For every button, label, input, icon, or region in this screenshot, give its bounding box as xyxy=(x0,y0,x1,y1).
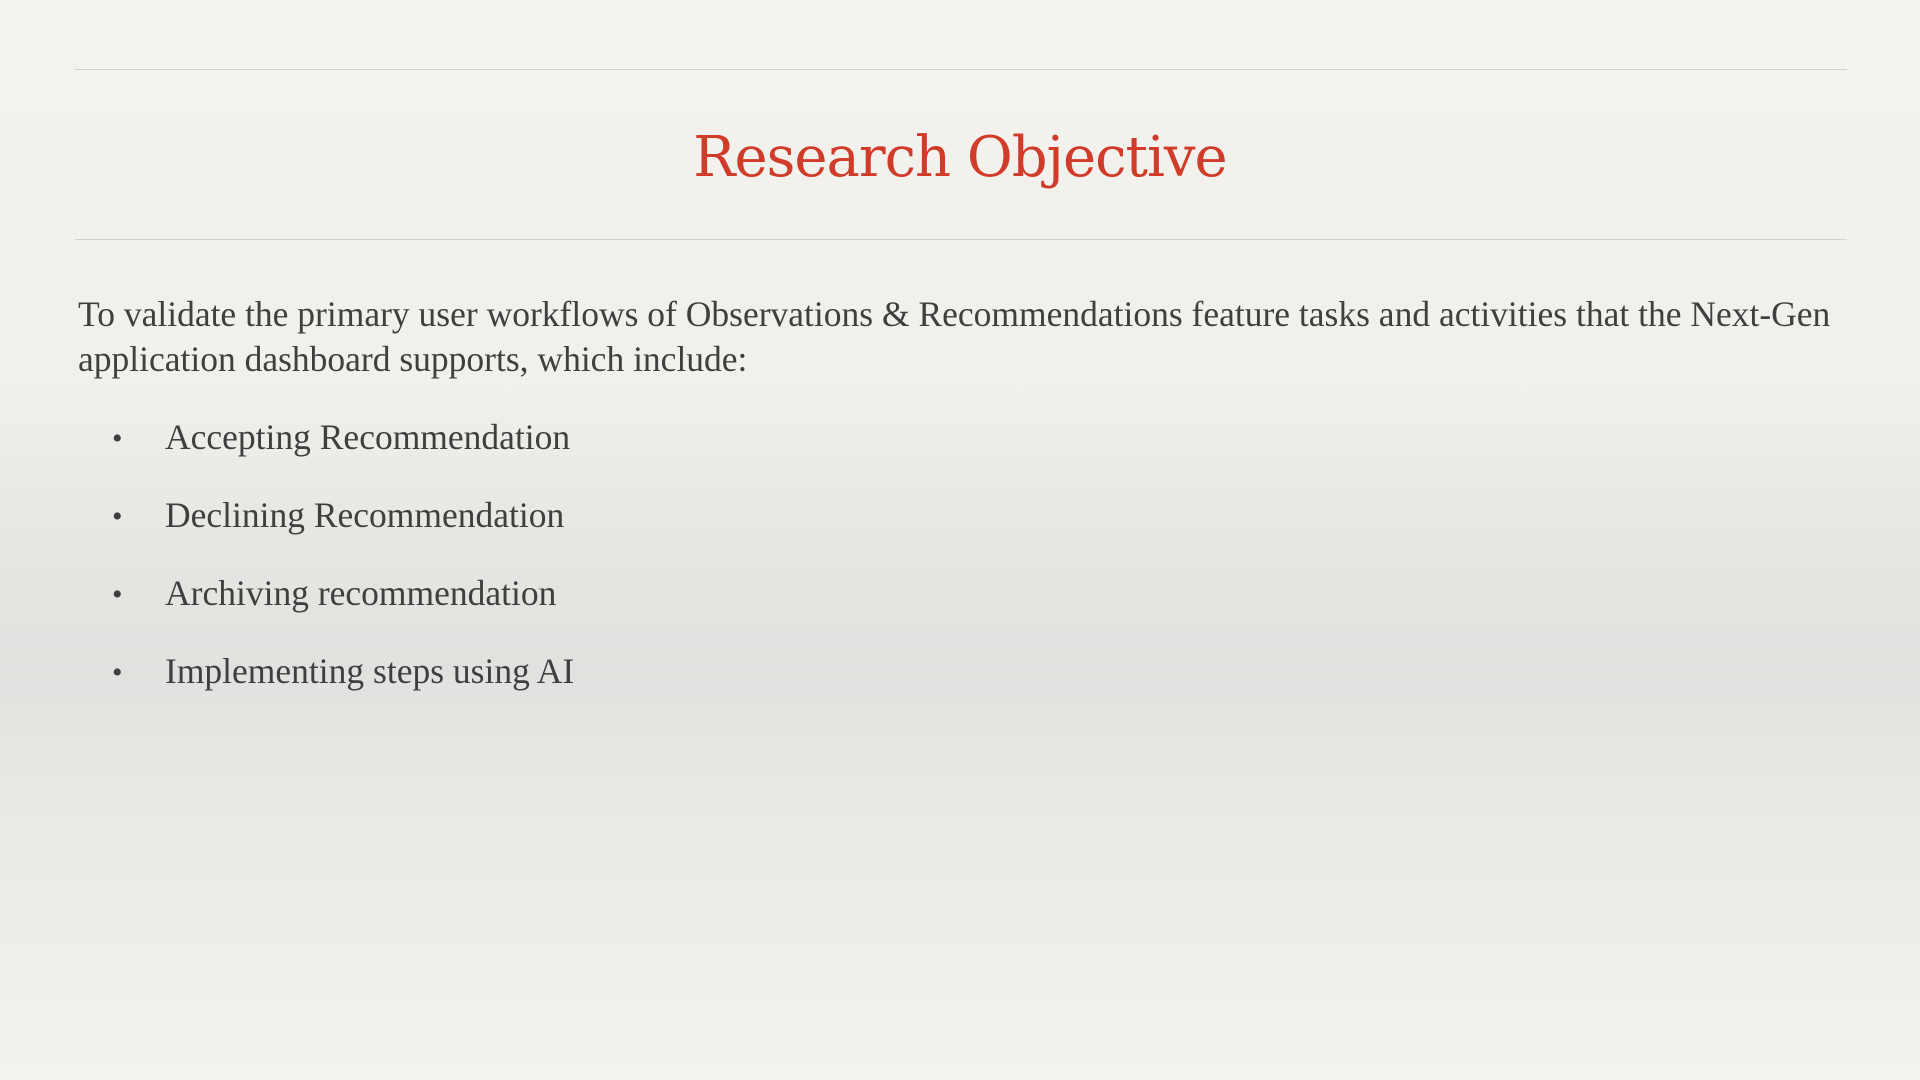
bullet-icon: • xyxy=(112,500,123,533)
intro-paragraph: To validate the primary user workflows of Observations & Recommendations feature tasks and activities that the Next-Gen application dashboard supports, which include: xyxy=(78,294,1831,379)
title-divider xyxy=(75,239,1847,240)
bullet-icon: • xyxy=(112,422,123,455)
bullet-text: Archiving recommendation xyxy=(165,573,557,613)
top-divider xyxy=(75,69,1847,70)
bullet-text: Declining Recommendation xyxy=(165,495,565,535)
bullet-text: Accepting Recommendation xyxy=(165,417,571,457)
bullet-icon: • xyxy=(112,578,123,611)
slide-title: Research Objective xyxy=(693,125,1227,190)
bullet-icon: • xyxy=(112,656,123,689)
bullet-text: Implementing steps using AI xyxy=(165,651,575,691)
